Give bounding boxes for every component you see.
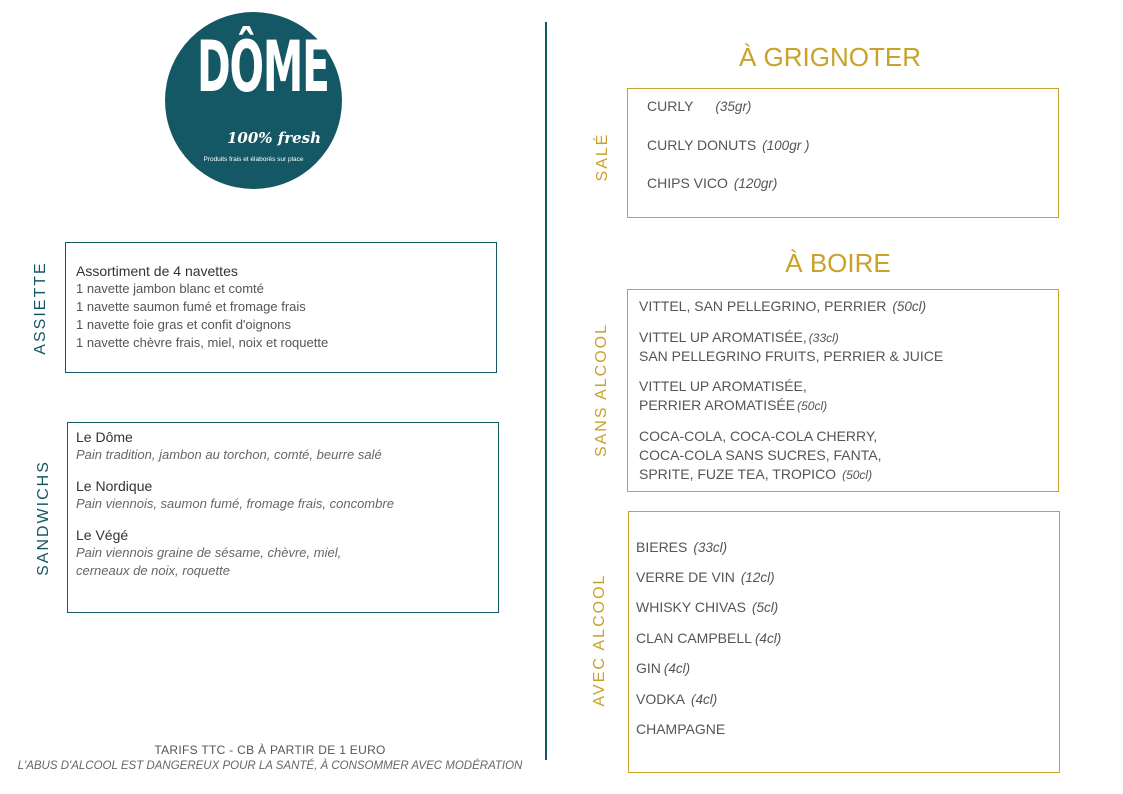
alcohol-item: VERRE DE VIN (12cl) — [636, 569, 775, 585]
sandwichs-label: SANDWICHS — [35, 460, 52, 576]
drink-item: VITTEL UP AROMATISÉE, — [639, 378, 807, 394]
assiette-line: 1 navette foie gras et confit d'oignons — [76, 317, 291, 332]
logo-word: DÔME — [197, 26, 329, 108]
sans-alcool-label: SANS ALCOOL — [593, 322, 610, 458]
dome-logo — [165, 12, 342, 189]
vertical-divider — [545, 22, 547, 760]
snack-item: CURLY DONUTS (100gr ) — [647, 137, 810, 153]
sandwich-desc: Pain viennois, saumon fumé, fromage frais, concombre — [76, 496, 394, 511]
drink-item: COCA-COLA, COCA-COLA CHERRY, — [639, 428, 878, 444]
alcohol-item: WHISKY CHIVAS (5cl) — [636, 599, 779, 615]
assiette-box — [65, 242, 497, 373]
assiette-title: Assortiment de 4 navettes — [76, 263, 238, 279]
sandwich-desc: Pain tradition, jambon au torchon, comté, beurre salé — [76, 447, 382, 462]
sandwich-name: Le Dôme — [76, 429, 133, 445]
logo-tagline: Produits frais et élaborés sur place — [203, 156, 304, 163]
drink-item: PERRIER AROMATISÉE (50cl) — [639, 397, 828, 413]
assiette-line: 1 navette saumon fumé et fromage frais — [76, 299, 306, 314]
boire-title: À BOIRE — [785, 248, 891, 278]
sandwichs-box — [67, 422, 499, 613]
alcohol-item: GIN (4cl) — [636, 660, 691, 676]
sandwich-name: Le Végé — [76, 527, 129, 543]
sandwich-desc: cerneaux de noix, roquette — [76, 563, 230, 578]
sale-label: SALÉ — [594, 132, 611, 182]
sandwich-desc: Pain viennois graine de sésame, chèvre, miel, — [76, 545, 342, 560]
snack-item: CHIPS VICO (120gr) — [647, 175, 778, 191]
logo-fresh: 100% fresh — [227, 129, 322, 147]
alcohol-item: VODKA (4cl) — [636, 691, 718, 707]
footer-tarifs: TARIFS TTC - CB À PARTIR DE 1 EURO — [154, 743, 386, 757]
drink-item: VITTEL UP AROMATISÉE, (33cl) — [639, 329, 839, 345]
alcohol-item: CLAN CAMPBELL (4cl) — [636, 630, 782, 646]
footer-alcohol-warning: L'ABUS D'ALCOOL EST DANGEREUX POUR LA SANTÉ, À CONSOMMER AVEC MODÉRATION — [17, 760, 523, 772]
alcohol-item: CHAMPAGNE — [636, 721, 726, 737]
assiette-label: ASSIETTE — [32, 261, 49, 355]
drink-item: VITTEL, SAN PELLEGRINO, PERRIER (50cl) — [639, 298, 927, 314]
grignoter-title: À GRIGNOTER — [738, 42, 921, 72]
drink-item: COCA-COLA SANS SUCRES, FANTA, — [639, 447, 882, 463]
drink-item: SPRITE, FUZE TEA, TROPICO (50cl) — [639, 466, 873, 482]
alcohol-item: BIERES (33cl) — [636, 539, 728, 555]
sandwich-name: Le Nordique — [76, 478, 153, 494]
snack-item: CURLY (35gr) — [647, 98, 752, 114]
drink-item: SAN PELLEGRINO FRUITS, PERRIER & JUICE — [639, 348, 944, 364]
assiette-line: 1 navette chèvre frais, miel, noix et roquette — [76, 335, 329, 350]
avec-alcool-label: AVEC ALCOOL — [591, 573, 608, 707]
assiette-line: 1 navette jambon blanc et comté — [76, 281, 264, 296]
